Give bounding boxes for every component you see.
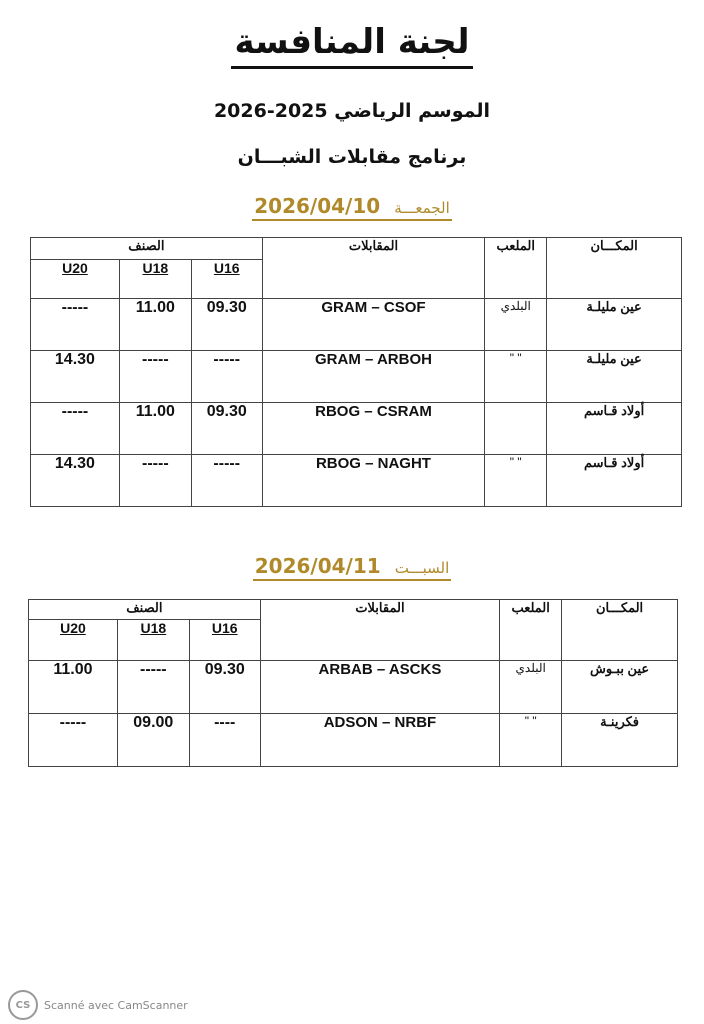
day1-name: الجمعـــة <box>394 199 450 217</box>
u18-time: 09.00 <box>117 714 189 767</box>
u20-time: 14.30 <box>31 351 120 403</box>
header-stadium: الملعب <box>485 238 547 299</box>
u18-time: ----- <box>117 661 189 714</box>
match-teams: GRAM – ARBOH <box>262 351 485 403</box>
stadium: البلدي <box>485 299 547 351</box>
day2-schedule-table <box>28 599 678 767</box>
table-row <box>29 714 678 767</box>
u16-time: ----- <box>191 351 262 403</box>
u16-time: 09.30 <box>191 403 262 455</box>
header-u20: U20 <box>29 620 118 661</box>
header-matches: المقابلات <box>262 238 485 299</box>
u16-time: ---- <box>189 714 260 767</box>
stadium: " " <box>485 351 547 403</box>
header-stadium: الملعب <box>500 600 562 661</box>
header-matches: المقابلات <box>260 600 500 661</box>
header-place: المكـــان <box>562 600 678 661</box>
day1-schedule-table <box>30 237 682 507</box>
match-teams: RBOG – NAGHT <box>262 455 485 507</box>
camscanner-logo: CS <box>8 990 38 1020</box>
stadium: " " <box>500 714 562 767</box>
header-category: الصنف <box>29 600 261 620</box>
place: عين مليلـة <box>547 351 682 403</box>
header-u20: U20 <box>31 260 120 299</box>
program-line: برنامج مقابلات الشبـــان <box>237 146 467 168</box>
u16-time: 09.30 <box>189 661 260 714</box>
u16-time: ----- <box>191 455 262 507</box>
header-u18: U18 <box>119 260 191 299</box>
match-teams: ARBAB – ASCKS <box>260 661 500 714</box>
day2-name: السبـــت <box>394 559 450 577</box>
table-row <box>31 299 682 351</box>
place: عين مليلـة <box>547 299 682 351</box>
u16-time: 09.30 <box>191 299 262 351</box>
match-teams: ADSON – NRBF <box>260 714 500 767</box>
stadium: " " <box>485 455 547 507</box>
day1-date-line <box>0 194 704 221</box>
match-teams: RBOG – CSRAM <box>262 403 485 455</box>
match-teams: GRAM – CSOF <box>262 299 485 351</box>
u20-time: 11.00 <box>29 661 118 714</box>
u20-time: ----- <box>31 403 120 455</box>
u18-time: ----- <box>119 351 191 403</box>
header-u16: U16 <box>189 620 260 661</box>
stadium: البلدي <box>500 661 562 714</box>
table-row <box>31 455 682 507</box>
stadium <box>485 403 547 455</box>
place: أولاد قـاسم <box>547 403 682 455</box>
header-u16: U16 <box>191 260 262 299</box>
header-place: المكـــان <box>547 238 682 299</box>
place: عين ببـوش <box>562 661 678 714</box>
u20-time: 14.30 <box>31 455 120 507</box>
u18-time: 11.00 <box>119 299 191 351</box>
day2-date: 2026/04/11 <box>254 554 381 578</box>
day1-date: 2026/04/10 <box>254 194 381 218</box>
day2-date-line <box>0 554 704 581</box>
place: أولاد قـاسم <box>547 455 682 507</box>
table-row <box>29 661 678 714</box>
table-row <box>31 351 682 403</box>
page-title: لجنة المنافسة <box>0 22 704 69</box>
place: فكرينـة <box>562 714 678 767</box>
header-u18: U18 <box>117 620 189 661</box>
season-line: الموسم الرياضي 2025-2026 <box>213 100 491 122</box>
u20-time: ----- <box>29 714 118 767</box>
u20-time: ----- <box>31 299 120 351</box>
table-row <box>31 403 682 455</box>
footer-text: Scanné avec CamScanner <box>44 998 188 1012</box>
header-category: الصنف <box>31 238 263 260</box>
u18-time: 11.00 <box>119 403 191 455</box>
camscanner-footer <box>8 990 188 1020</box>
u18-time: ----- <box>119 455 191 507</box>
